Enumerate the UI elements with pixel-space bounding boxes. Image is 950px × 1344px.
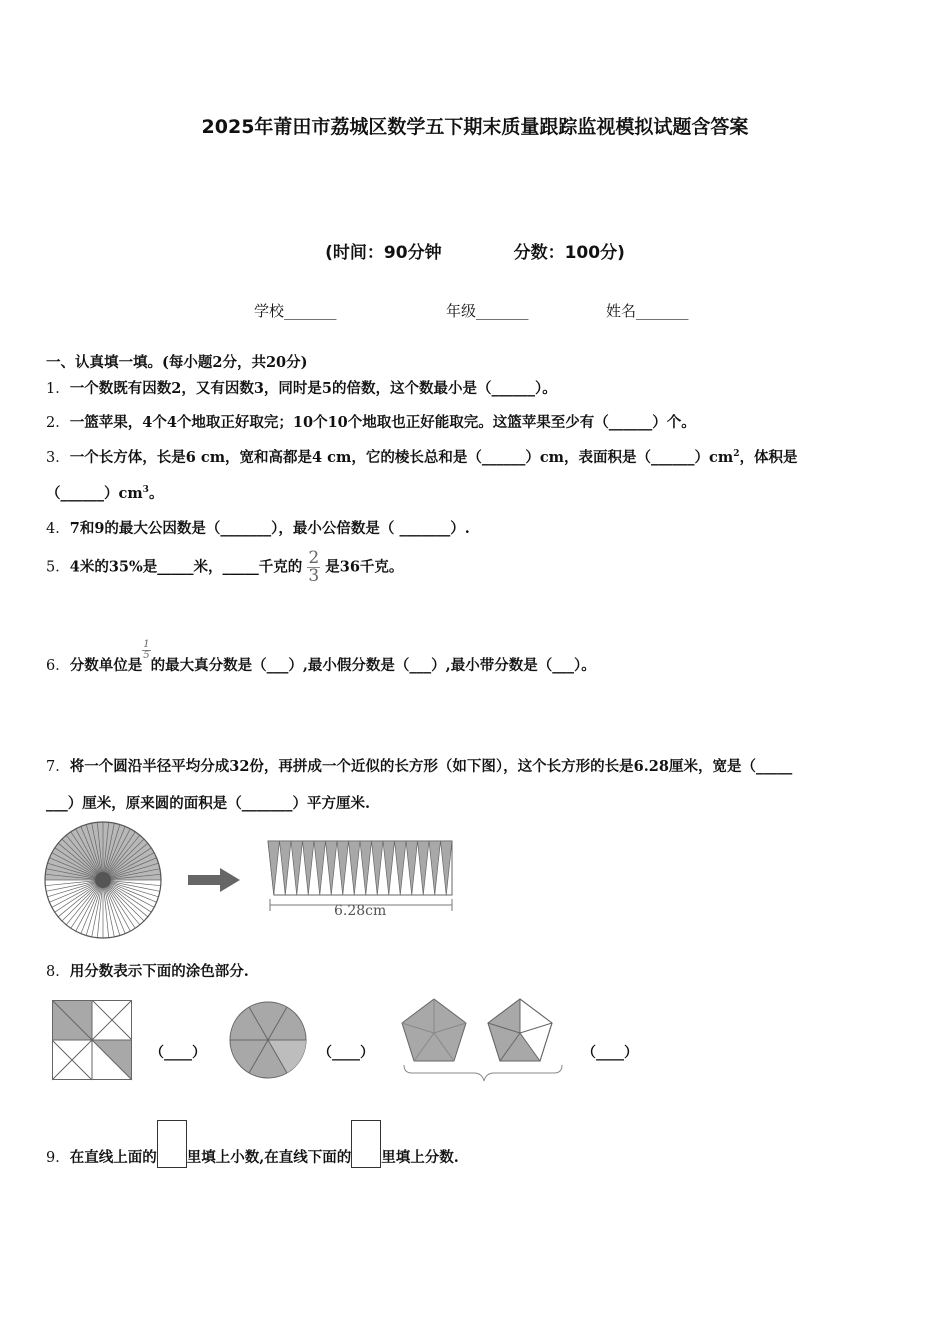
arrow-icon [188,868,242,892]
question-number: 9． [46,1150,70,1166]
question-text: ___）厘米，原来圆的面积是（_______）平方厘米. [46,795,371,812]
question-text: 一篮苹果，4个4个地取正好取完；10个10个地取也正好能取完。这篮苹果至少有（______）个。 [69,414,696,431]
question-7-continued [46,792,370,813]
question-3-continued [46,482,163,503]
answer-box[interactable] [351,1120,381,1168]
question-text: 将一个圆沿半径平均分成32份，再拼成一个近似的长方形（如下图），这个长方形的长是6.28厘米，宽是（_____ [69,758,793,775]
fraction-numerator: 1 [143,639,150,650]
rectangle-sectors-figure [262,835,458,920]
question-text: 里填上小数,在直线下面的 [186,1149,352,1166]
fraction [142,640,150,661]
sector-line [103,880,140,925]
question-text: ，体积是 [739,449,798,466]
fraction-denominator: 5 [143,650,150,661]
exam-info [0,238,950,263]
answer-box[interactable] [157,1120,187,1168]
fraction-numerator: 2 [308,548,320,568]
question-8 [46,960,249,981]
question-number: 4． [46,521,70,537]
question-5 [46,550,403,585]
question-number: 5． [46,559,70,576]
sector-line [66,880,103,925]
question-text: 在直线上面的 [69,1149,157,1166]
name-field[interactable]: 姓名_______ [606,302,689,320]
question-1 [46,377,557,398]
shaded-pentagons-figure [398,995,566,1083]
fraction-denominator: 3 [308,566,320,586]
page-title: 2025年莆田市荔城区数学五下期末质量跟踪监视模拟试题含答案 [201,116,749,138]
question-text: 里填上分数. [381,1149,459,1166]
question-text: 一个长方体，长是6 cm，宽和高都是4 cm，它的棱长总和是（______）cm，表面积是（______）cm [69,449,734,466]
length-label: 6.28cm [334,903,387,919]
superscript: 2 [733,449,740,460]
question-4 [46,517,470,538]
shaded-circle-figure [228,1000,308,1080]
question-number: 2． [46,415,70,431]
answer-blank-circle[interactable]: （____） [318,1045,374,1061]
question-text: 7和9的最大公因数是（_______），最小公倍数是（ _______）. [69,520,470,537]
question-text: 用分数表示下面的涂色部分. [69,963,249,980]
sectored-circle-figure [40,818,166,942]
superscript: 3 [142,485,149,496]
question-text: 4米的35%是_____米，_____千克的 [69,558,303,576]
question-text: 的最大真分数是（___）,最小假分数是（___）,最小带分数是（___）。 [150,657,596,674]
answer-blank-pentagons[interactable]: （____） [582,1045,638,1061]
question-text: 一个数既有因数2，又有因数3，同时是5的倍数，这个数最小是（______）。 [69,380,557,397]
question-text: （______）cm [46,485,143,502]
question-7 [46,755,792,776]
shaded-square-figure [52,1000,132,1081]
question-2 [46,411,696,432]
answer-blank-square[interactable]: （____） [150,1045,206,1061]
question-text: 是36千克。 [325,558,404,576]
question-6 [46,640,596,675]
sector-line [103,880,148,917]
question-number: 8． [46,964,70,980]
grade-field[interactable]: 年级_______ [446,302,529,320]
fraction [307,550,320,585]
question-text: 分数单位是 [69,657,143,674]
question-9 [46,1120,459,1168]
exam-time: (时间：90分钟 [325,243,442,263]
exam-score: 分数：100分) [513,243,625,263]
question-3 [46,446,797,467]
question-number: 3． [46,450,70,466]
question-number: 6． [46,658,70,674]
school-field[interactable]: 学校_______ [254,302,337,320]
question-number: 7． [46,759,70,775]
question-number: 1． [46,381,70,397]
section-heading: 一、认真填一填。(每小题2分，共20分) [46,354,308,371]
sector-line [58,880,103,917]
question-text: 。 [148,485,164,502]
